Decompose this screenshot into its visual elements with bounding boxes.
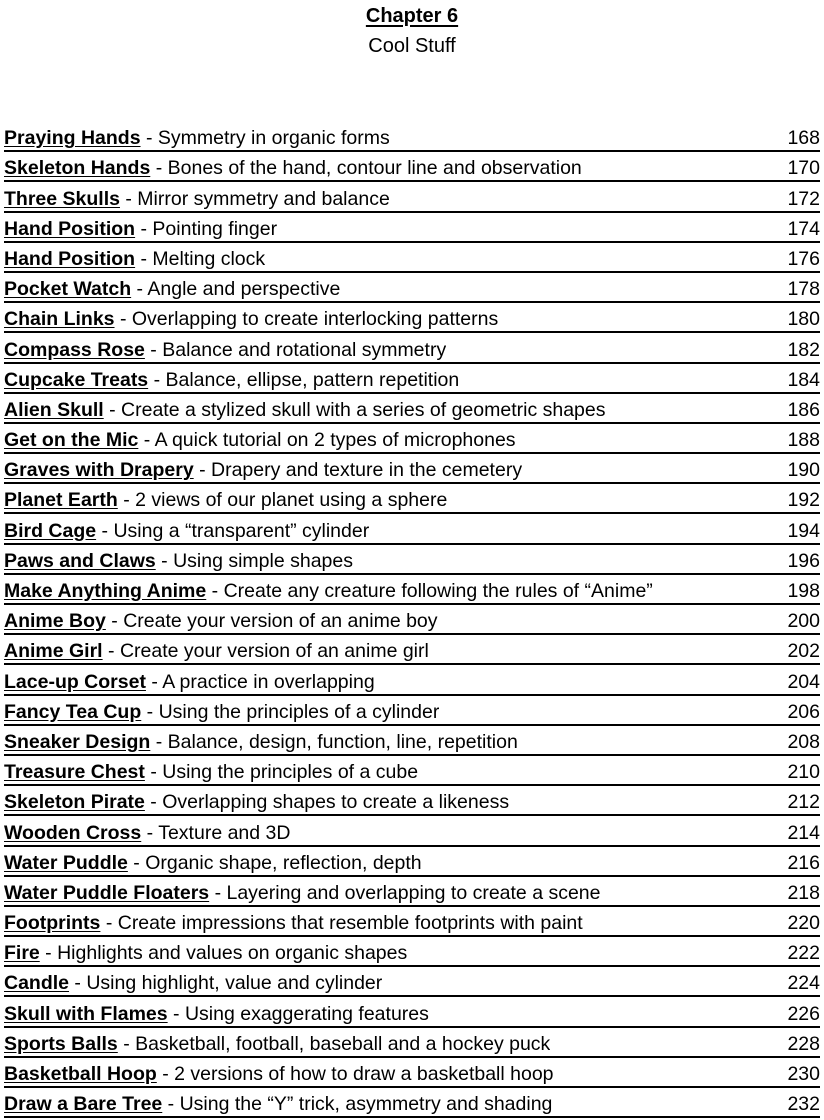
toc-entry-page-number: 212 [787,791,820,814]
toc-entry-description: - Using exaggerating features [167,1002,429,1025]
toc-entry-page-number: 184 [787,368,820,391]
toc-entry-page-number: 194 [787,519,820,542]
toc-entry-description: - Create a stylized skull with a series of geometric shapes [103,398,606,421]
toc-entry-page-number: 172 [787,187,820,210]
toc-entry[interactable] [4,1058,820,1088]
toc-entry-page-number: 228 [787,1032,820,1055]
toc-entry[interactable] [4,665,820,695]
toc-entry-title: Bird Cage [4,519,97,542]
toc-entry-page-number: 218 [787,881,820,904]
toc-entry-text [4,338,446,362]
toc-entry[interactable] [4,1028,820,1058]
toc-entry-title: Lace-up Corset [4,670,146,693]
toc-entry-title: Anime Girl [4,640,103,663]
toc-entry-description: - Create any creature following the rules of “Anime” [206,580,653,602]
toc-entry-title: Pocket Watch [4,278,132,301]
toc-entry[interactable] [4,454,820,484]
toc-entry-description: - Angle and perspective [131,278,341,301]
chapter-header [0,4,824,59]
toc-entry[interactable] [4,726,820,756]
toc-entry-page-number: 208 [787,730,820,753]
toc-entry-text [4,639,429,663]
toc-entry-description: - Layering and overlapping to create a scene [209,881,601,904]
toc-entry-title: Alien Skull [4,398,104,421]
toc-entry-page-number: 224 [787,972,820,995]
toc-entry-title: Draw a Bare Tree [4,1093,163,1116]
toc-entry-title: Compass Rose [4,338,145,361]
toc-entry[interactable] [4,907,820,937]
toc-entry-page-number: 204 [787,670,820,693]
toc-entry-text [4,247,265,271]
toc-entry[interactable] [4,122,820,152]
toc-entry-page-number: 216 [787,851,820,874]
toc-entry-title: Treasure Chest [4,761,145,784]
toc-entry-text [4,821,290,845]
toc-entry-description: - Create your version of an anime girl [102,640,429,663]
toc-entry-description: - Drapery and texture in the cemetery [193,459,523,482]
toc-entry-page-number: 202 [787,640,820,663]
toc-entry[interactable] [4,847,820,877]
toc-entry-page-number: 226 [787,1002,820,1025]
toc-entry[interactable] [4,303,820,333]
toc-entry-title: Skeleton Pirate [4,791,145,814]
toc-entry[interactable] [4,696,820,726]
toc-entry-description: - Basketball, football, baseball and a hockey puck [117,1032,551,1055]
toc-entry-page-number: 174 [787,217,820,240]
toc-entry-text [4,760,418,784]
toc-entry-description: - Using the principles of a cube [144,761,419,784]
toc-entry-title: Fancy Tea Cup [4,700,142,723]
toc-entry-description: - Create your version of an anime boy [105,610,438,633]
toc-entry-description: - Overlapping shapes to create a likeness [144,791,510,814]
toc-entry-title: Sneaker Design [4,730,151,753]
toc-entry[interactable] [4,575,820,605]
toc-entry-page-number: 210 [787,761,820,784]
toc-entry[interactable] [4,333,820,363]
toc-entry[interactable] [4,394,820,424]
toc-entry[interactable] [4,364,820,394]
toc-entry-title: Praying Hands [4,127,141,150]
toc-entry-description: - Using simple shapes [155,549,353,572]
toc-entry-title: Fire [4,942,40,965]
toc-entry-title: Basketball Hoop [4,1063,157,1085]
toc-entry-description: - Texture and 3D [141,821,291,844]
toc-entry-text [4,971,382,995]
toc-entry[interactable] [4,877,820,907]
toc-entry-text [4,730,518,754]
toc-entry-text [4,700,439,724]
toc-entry-text [4,368,459,392]
toc-entry[interactable] [4,786,820,816]
toc-entry-text [4,1002,429,1026]
toc-entry-text [4,458,522,482]
toc-entry-title: Anime Boy [4,610,106,633]
toc-entry-text [4,428,516,452]
toc-entry[interactable] [4,635,820,665]
toc-entry-title: Cupcake Treats [4,368,149,391]
toc-entry-page-number: 190 [787,459,820,482]
toc-entry-page-number: 180 [787,308,820,331]
toc-entry-text [4,609,438,633]
toc-entry-page-number: 188 [787,429,820,452]
toc-entry-text [4,519,369,543]
toc-entry-description: - 2 versions of how to draw a basketball hoop [156,1063,554,1085]
toc-entry-page-number: 220 [787,912,820,935]
toc-entry-text [4,911,583,935]
toc-entry-description: - Using the principles of a cylinder [141,700,440,723]
toc-entry-title: Candle [4,972,70,995]
toc-entry-title: Skull with Flames [4,1002,168,1025]
toc-entry-description: - Symmetry in organic forms [140,127,390,150]
toc-entry-page-number: 178 [787,278,820,301]
toc-entry[interactable] [4,997,820,1027]
toc-entry-text [4,398,606,422]
chapter-subtitle: Cool Stuff [368,35,456,57]
toc-entry-description: - Overlapping to create interlocking patterns [114,308,499,331]
toc-entry-text [4,851,422,875]
toc-entry-description: - A quick tutorial on 2 types of microphones [138,429,516,452]
table-of-contents [4,122,820,1118]
toc-entry-page-number: 222 [787,942,820,965]
toc-entry-text [4,156,582,180]
toc-entry-description: - Pointing finger [135,217,278,240]
toc-entry-page-number: 176 [787,247,820,270]
toc-entry-page-number: 230 [787,1063,820,1085]
toc-entry-description: - Mirror symmetry and balance [119,187,390,210]
toc-entry[interactable] [4,545,820,575]
toc-entry-page-number: 168 [787,127,820,150]
toc-entry[interactable] [4,967,820,997]
toc-entry[interactable] [4,514,820,544]
toc-entry-title: Water Puddle [4,851,128,874]
toc-entry-description: - Balance, ellipse, pattern repetition [148,368,460,391]
toc-entry[interactable] [4,182,820,212]
toc-entry-description: - Using a “transparent” cylinder [96,519,370,542]
toc-entry-description: - Organic shape, reflection, depth [127,851,422,874]
toc-entry[interactable] [4,152,820,182]
toc-entry-description: - Bones of the hand, contour line and observation [150,157,582,180]
toc-entry-text [4,488,447,512]
toc-entry-text [4,790,509,814]
toc-entry-title: Three Skulls [4,187,120,210]
toc-entry-page-number: 182 [787,338,820,361]
toc-entry-page-number: 196 [787,549,820,572]
toc-entry-title: Footprints [4,912,101,935]
toc-entry-text [4,670,375,694]
toc-entry[interactable] [4,484,820,514]
toc-entry[interactable] [4,605,820,635]
toc-entry-description: - 2 views of our planet using a sphere [117,489,448,512]
toc-entry-title: Paws and Claws [4,549,156,572]
toc-entry-title: Hand Position [4,247,136,270]
toc-entry-page-number: 198 [787,580,820,602]
toc-entry-text [4,1062,554,1086]
toc-entry[interactable] [4,273,820,303]
toc-entry-text [4,217,277,241]
toc-entry-title: Graves with Drapery [4,459,194,482]
toc-entry-text [4,126,390,150]
toc-entry[interactable] [4,1088,820,1118]
toc-entry-page-number: 186 [787,398,820,421]
toc-entry-page-number: 192 [787,489,820,512]
toc-entry-description: - Balance, design, function, line, repetition [150,730,518,753]
toc-entry-title: Water Puddle Floaters [4,881,210,904]
toc-entry-title: Make Anything Anime [4,580,207,602]
toc-entry-text [4,549,353,573]
toc-entry-page-number: 232 [787,1093,820,1116]
toc-entry-text [4,1032,550,1056]
toc-entry-title: Get on the Mic [4,429,139,452]
toc-entry-title: Chain Links [4,308,115,331]
toc-entry-text [4,941,407,965]
toc-entry[interactable] [4,937,820,967]
toc-entry-text [4,881,601,905]
toc-entry-title: Hand Position [4,217,136,240]
toc-entry[interactable] [4,243,820,273]
toc-entry-description: - Create impressions that resemble footprints with paint [100,912,583,935]
toc-entry-page-number: 200 [787,610,820,633]
toc-entry-text [4,579,653,603]
toc-entry-description: - Balance and rotational symmetry [144,338,447,361]
toc-entry-description: - Using highlight, value and cylinder [69,972,383,995]
toc-entry[interactable] [4,756,820,786]
toc-entry-text [4,307,498,331]
toc-entry-page-number: 170 [787,157,820,180]
toc-entry-description: - Highlights and values on organic shapes [39,942,408,965]
toc-entry-title: Sports Balls [4,1032,118,1055]
chapter-title: Chapter 6 [365,5,459,27]
toc-entry-title: Planet Earth [4,489,118,512]
toc-entry-page-number: 206 [787,700,820,723]
toc-entry-description: - Using the “Y” trick, asymmetry and shading [162,1093,553,1116]
toc-entry[interactable] [4,213,820,243]
toc-entry-description: - Melting clock [135,247,266,270]
toc-entry-page-number: 214 [787,821,820,844]
toc-entry-text [4,277,340,301]
toc-entry[interactable] [4,424,820,454]
toc-entry-text [4,187,390,211]
toc-entry-title: Wooden Cross [4,821,142,844]
toc-entry-title: Skeleton Hands [4,157,151,180]
toc-entry[interactable] [4,816,820,846]
toc-entry-text [4,1092,552,1116]
toc-entry-description: - A practice in overlapping [145,670,375,693]
